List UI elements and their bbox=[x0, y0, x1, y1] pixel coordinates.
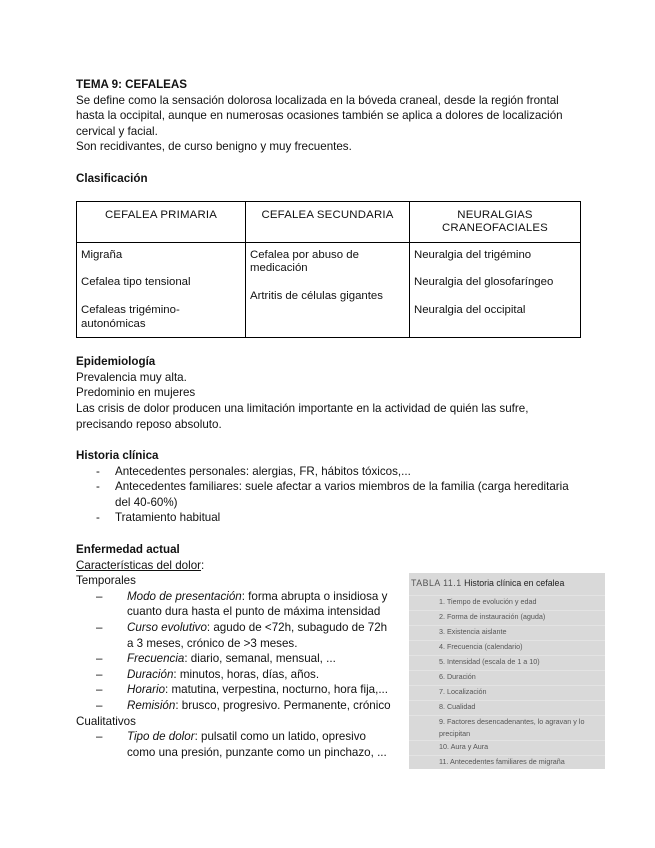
item-label: Curso evolutivo bbox=[127, 621, 207, 635]
historia-list bbox=[76, 464, 586, 526]
colon: : bbox=[201, 558, 205, 572]
column-header: CEFALEA SECUNDARIA bbox=[246, 201, 410, 242]
intro-line: hasta la occipital, aunque en numerosas ocasiones también se aplica a dolores de localización bbox=[76, 109, 563, 123]
cell-item: Neuralgia del occipital bbox=[414, 303, 526, 316]
scan-table-label: TABLA 11.1 bbox=[411, 578, 462, 588]
scan-row bbox=[409, 655, 605, 670]
table-cell bbox=[246, 242, 410, 337]
column-header: NEURALGIAS CRANEOFACIALES bbox=[410, 201, 581, 242]
scan-row-text: 8. Cualidad bbox=[439, 702, 476, 711]
scan-row bbox=[409, 740, 605, 755]
cell-item: Cefalea tipo tensional bbox=[81, 276, 191, 289]
scan-row-text: 10. Aura y Aura bbox=[439, 742, 489, 751]
list-item: – Horario: matutina, verpestina, nocturno, hora fija,... bbox=[96, 683, 388, 697]
scan-row bbox=[409, 670, 605, 685]
scan-row bbox=[409, 715, 605, 740]
scan-row bbox=[409, 595, 605, 610]
caracteristicas-line bbox=[76, 558, 586, 574]
item-text: : matutina, verpestina, nocturno, hora fija,... bbox=[165, 683, 388, 697]
list-item-text: Antecedentes familiares: suele afectar a varios miembros de la familia (carga hereditaria del 40-60%) bbox=[115, 480, 569, 509]
scan-title-text: Historia clínica en cefalea bbox=[464, 578, 565, 588]
epidemiologia-line: Las crisis de dolor producen una limitación importante en la actividad de quién las sufre, bbox=[76, 401, 529, 415]
cell-item: Neuralgia del glosofaríngeo bbox=[414, 276, 554, 289]
item-text: : pulsatil como un latido, opresivo como una presión, punzante como un pinchazo, ... bbox=[127, 730, 387, 759]
cell-item: Migraña bbox=[81, 248, 123, 261]
list-item: – Frecuencia: diario, semanal, mensual, ... bbox=[96, 652, 336, 666]
scan-row-text: 7. Localización bbox=[439, 687, 487, 696]
cualitativos-label: Cualitativos bbox=[76, 714, 136, 728]
scan-row-text: 11. Antecedentes familiares de migraña bbox=[439, 757, 565, 766]
clasificacion-table bbox=[76, 201, 581, 339]
scan-title bbox=[409, 573, 605, 589]
epidemiologia-heading: Epidemiología bbox=[76, 355, 156, 369]
scan-row bbox=[409, 755, 605, 769]
scanned-table-image bbox=[409, 573, 605, 769]
scan-rows bbox=[409, 595, 605, 769]
list-item: – Duración: minutos, horas, días, años. bbox=[96, 667, 320, 681]
scan-row-text: 3. Existencia aislante bbox=[439, 627, 507, 636]
scan-row-text: 6. Duración bbox=[439, 672, 476, 681]
list-item-text: Antecedentes personales: alergias, FR, hábitos tóxicos,... bbox=[115, 464, 411, 478]
scan-row bbox=[409, 685, 605, 700]
list-item: - Antecedentes familiares: suele afectar a varios miembros de la familia (carga hereditaria del 40-60%) bbox=[96, 480, 569, 509]
temporales-list bbox=[76, 589, 394, 714]
scan-row-text: 1. Tiempo de evolución y edad bbox=[439, 597, 537, 606]
epidemiologia-line: precisando reposo absoluto. bbox=[76, 417, 222, 431]
scan-row-text: 9. Factores desencadenantes, lo agravan y lo precipitan bbox=[439, 717, 585, 738]
enfermedad-heading: Enfermedad actual bbox=[76, 543, 180, 557]
clasificacion-heading: Clasificación bbox=[76, 171, 148, 185]
list-item: – Modo de presentación: forma abrupta o insidiosa y cuanto dura hasta el punto de máxima intensidad bbox=[96, 589, 388, 619]
caracteristicas-subheading: Características del dolor bbox=[76, 558, 202, 572]
epidemiologia-line: Prevalencia muy alta. bbox=[76, 370, 187, 384]
scan-row bbox=[409, 640, 605, 655]
list-item: – Curso evolutivo: agudo de <72h, subagudo de 72h a 3 meses, crónico de >3 meses. bbox=[96, 621, 388, 650]
document-title: TEMA 9: CEFALEAS bbox=[76, 78, 188, 91]
intro-line: Son recidivantes, de curso benigno y muy frecuentes. bbox=[76, 140, 352, 154]
scan-row bbox=[409, 700, 605, 715]
scan-row-text: 4. Frecuencia (calendario) bbox=[439, 642, 523, 651]
item-text: : minutos, horas, días, años. bbox=[173, 667, 320, 681]
intro-line: cervical y facial. bbox=[76, 124, 158, 138]
cualitativos-list bbox=[76, 729, 394, 760]
scan-row bbox=[409, 625, 605, 640]
item-label: Modo de presentación bbox=[127, 589, 242, 603]
epidemiologia-line: Predominio en mujeres bbox=[76, 386, 196, 400]
historia-heading: Historia clínica bbox=[76, 449, 159, 463]
column-header: CEFALEA PRIMARIA bbox=[77, 201, 246, 242]
item-label: Frecuencia bbox=[127, 652, 185, 666]
item-label: Horario bbox=[127, 683, 166, 697]
list-item-text: Tratamiento habitual bbox=[115, 511, 221, 525]
list-item: – Tipo de dolor: pulsatil como un latido, opresivo como una presión, punzante como un pinchazo, ... bbox=[96, 730, 387, 759]
cell-item: Artritis de células gigantes bbox=[250, 289, 383, 302]
item-label: Tipo de dolor bbox=[127, 730, 195, 744]
item-text: : diario, semanal, mensual, ... bbox=[184, 652, 336, 666]
scan-row bbox=[409, 610, 605, 625]
list-item: - Tratamiento habitual bbox=[96, 511, 221, 525]
temporales-label: Temporales bbox=[76, 574, 136, 588]
item-label: Duración bbox=[127, 667, 174, 681]
item-label: Remisión bbox=[127, 699, 176, 712]
list-item: – Remisión: brusco, progresivo. Permanente, crónico bbox=[96, 699, 391, 712]
table-cell bbox=[410, 242, 581, 337]
list-item: - Antecedentes personales: alergias, FR, hábitos tóxicos,... bbox=[96, 464, 411, 478]
cell-item: Neuralgia del trigémino bbox=[414, 248, 532, 261]
item-text: : agudo de <72h, subagudo de 72h a 3 meses, crónico de >3 meses. bbox=[127, 621, 388, 650]
cell-item: Cefalea por abuso de medicación bbox=[250, 248, 359, 275]
item-text: : forma abrupta o insidiosa y cuanto dura hasta el punto de máxima intensidad bbox=[127, 589, 388, 619]
scan-row-text: 5. Intensidad (escala de 1 a 10) bbox=[439, 657, 540, 666]
item-text: : brusco, progresivo. Permanente, crónico bbox=[175, 699, 391, 712]
scan-row-text: 2. Forma de instauración (aguda) bbox=[439, 612, 546, 621]
table-cell bbox=[77, 242, 246, 337]
cell-item: Cefaleas trigémino-autonómicas bbox=[81, 303, 180, 330]
intro-line: Se define como la sensación dolorosa localizada en la bóveda craneal, desde la región frontal bbox=[76, 93, 559, 107]
